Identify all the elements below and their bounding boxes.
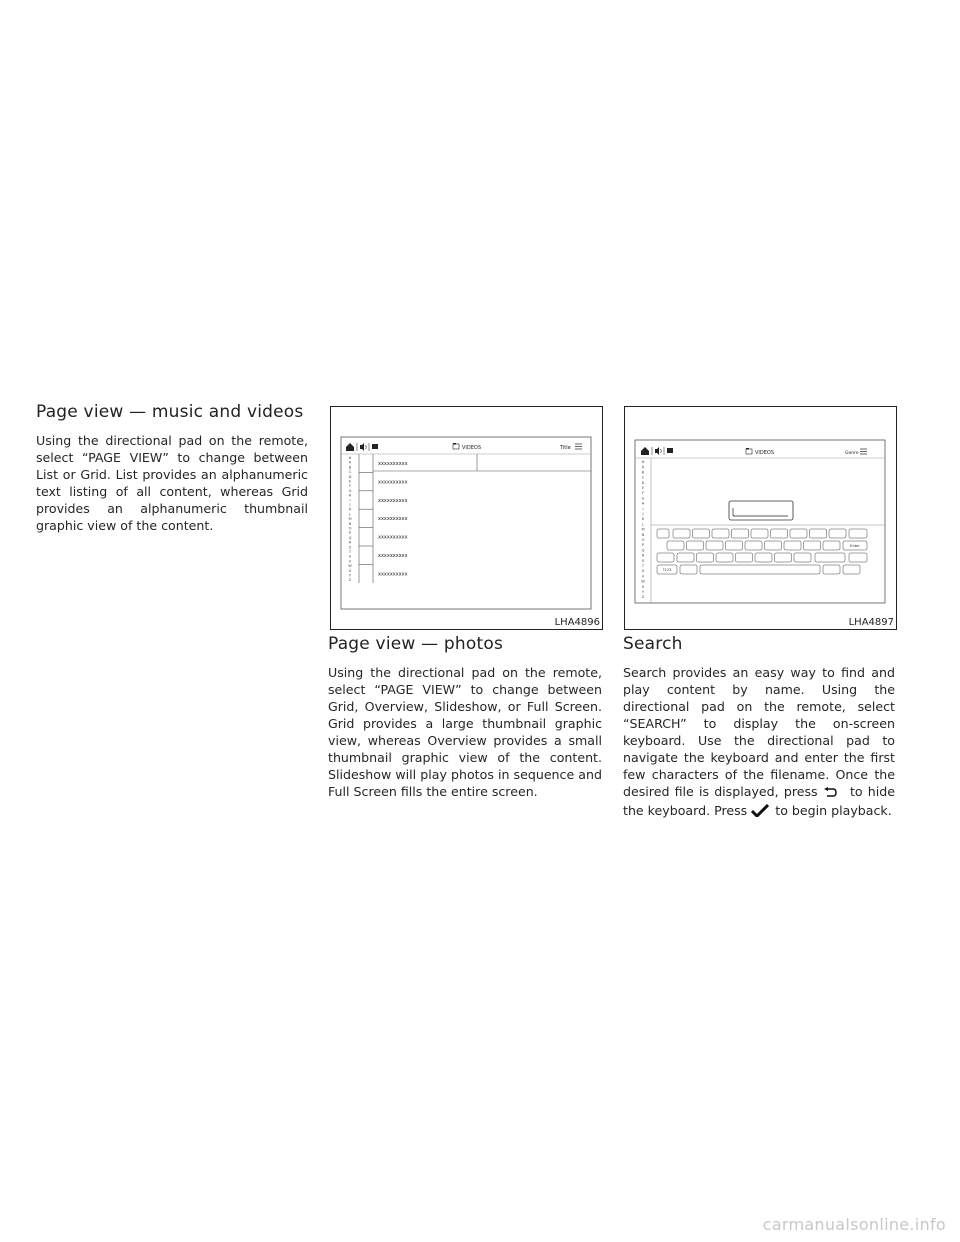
alpha-index-letter[interactable]: C (348, 470, 352, 475)
alpha-index-letter[interactable]: H (641, 501, 645, 506)
figure-search-keyboard (624, 406, 897, 630)
alpha-index-letter[interactable]: V (641, 574, 645, 579)
alpha-index-letter[interactable]: W (348, 564, 352, 569)
alpha-index-letter[interactable]: N (348, 521, 352, 526)
alpha-index-letter[interactable]: P (641, 543, 645, 548)
search-body-part3: to begin playback. (775, 803, 892, 818)
alpha-index-letter[interactable]: K (641, 517, 645, 522)
section-search (623, 634, 895, 821)
search-input[interactable] (729, 501, 793, 520)
alpha-index-letter[interactable]: W (641, 579, 645, 584)
mode-key-label: ?123 (662, 568, 672, 572)
keyboard-key[interactable] (687, 541, 704, 550)
keyboard-key[interactable] (745, 541, 762, 550)
alpha-index-letter[interactable]: M (641, 527, 645, 532)
alpha-index-letter[interactable]: Q (348, 535, 352, 540)
keyboard-key[interactable] (771, 529, 788, 538)
keyboard-key[interactable] (732, 529, 749, 538)
alpha-index-letter[interactable]: B (641, 470, 645, 475)
section-photos (328, 634, 602, 800)
section-heading: Page view — music and videos (36, 402, 304, 422)
alpha-index-letter[interactable]: D (641, 480, 645, 485)
alpha-index-letter[interactable]: B (348, 465, 352, 470)
keyboard-key[interactable] (680, 565, 697, 574)
list-row-label[interactable]: xxxxxxxxxx (378, 516, 408, 523)
alpha-index-letter[interactable]: E (348, 479, 352, 484)
keyboard-key[interactable] (794, 553, 811, 562)
alpha-index-letter[interactable]: R (641, 553, 645, 558)
alpha-index-letter[interactable]: T (348, 550, 352, 554)
keyboard-key[interactable] (657, 529, 669, 538)
alpha-index-letter[interactable]: H (348, 493, 352, 498)
alpha-index-letter[interactable]: G (641, 496, 645, 501)
alpha-index-letter[interactable]: N (641, 532, 645, 537)
alpha-index-letter[interactable]: Y (641, 590, 645, 594)
back-arrow-icon (823, 785, 845, 802)
alpha-index-letter[interactable]: S (348, 545, 352, 550)
space-bar[interactable] (700, 565, 820, 574)
list-row-label[interactable]: xxxxxxxxxx (378, 571, 408, 578)
keyboard-key[interactable] (751, 529, 768, 538)
keyboard-key[interactable] (843, 565, 860, 574)
list-row-label[interactable]: xxxxxxxxxx (378, 479, 408, 486)
keyboard-key[interactable] (755, 553, 772, 562)
shift-key-left[interactable] (657, 553, 674, 562)
keyboard-key[interactable] (815, 553, 845, 562)
alpha-index-letter[interactable]: G (348, 488, 352, 493)
search-body-part2: to hide the keyboard. Press (623, 784, 895, 818)
alpha-index-letter[interactable]: U (641, 569, 645, 574)
alpha-index-letter[interactable]: X (348, 568, 352, 573)
alpha-index-letter[interactable]: A (641, 465, 645, 470)
alpha-index-letter[interactable]: Q (641, 548, 645, 553)
alpha-index-letter[interactable]: Y (348, 573, 352, 578)
alpha-index-letter[interactable]: D (348, 474, 352, 479)
keyboard-key[interactable] (736, 553, 753, 562)
list-row-label[interactable]: xxxxxxxxxx (378, 553, 408, 559)
alpha-index-letter[interactable]: U (348, 554, 352, 559)
keyboard-key[interactable] (804, 541, 821, 550)
enter-key-label: Enter (850, 544, 860, 548)
section-heading: Search (623, 634, 683, 654)
section-body: Using the directional pad on the remote, select “PAGE VIEW” to change between Grid, Overview, Slideshow, or Full Screen. Grid provides a large thumbnail graphic view, whereas Overview provides a small thumbnail graphic view of the content. Slideshow will play photos in sequence and Full Screen fills the entire screen. (328, 665, 602, 799)
keyboard-key[interactable] (716, 553, 733, 562)
alpha-index-letter[interactable]: Z (641, 595, 645, 600)
list-row-label[interactable]: xxxxxxxxxx (378, 534, 408, 541)
keyboard-key[interactable] (765, 541, 782, 550)
alpha-index-letter[interactable]: Z (348, 578, 352, 583)
list-view-screen-illustration (331, 407, 602, 629)
keyboard-key[interactable] (790, 529, 807, 538)
alpha-index-letter[interactable]: J (642, 512, 644, 516)
alpha-index-letter[interactable]: A (348, 460, 352, 465)
alpha-index-letter[interactable]: S (641, 558, 645, 563)
keyboard-key[interactable] (712, 529, 729, 538)
section-body: Using the directional pad on the remote, select “PAGE VIEW” to change between List or Grid. List provides an alphanumeric text listing of all content, whereas Grid provides an alphanumeric thumbnail graphic view of the content. (36, 433, 308, 533)
sort-label: Genre (845, 451, 859, 456)
alpha-index-letter[interactable]: M (348, 517, 352, 522)
alpha-index-letter[interactable]: # (348, 456, 352, 460)
alpha-index-letter[interactable]: J (349, 503, 351, 507)
list-row-label[interactable]: xxxxxxxxxx (378, 461, 408, 467)
alpha-index-letter[interactable]: I (349, 498, 351, 503)
section-body (623, 664, 895, 821)
keyboard-key[interactable] (810, 529, 827, 538)
alpha-index-letter[interactable]: P (348, 531, 352, 536)
alpha-index-letter[interactable]: C (641, 475, 645, 480)
search-screen-illustration (625, 407, 896, 629)
screen-title: VIDEOS (755, 450, 775, 456)
alpha-index-letter[interactable]: R (348, 540, 352, 545)
keyboard-key[interactable] (673, 529, 690, 538)
figure-list-view (330, 406, 603, 630)
alpha-index-letter[interactable]: L (641, 522, 645, 527)
checkmark-icon (751, 804, 771, 821)
figure-label: LHA4897 (848, 617, 894, 628)
sort-label: Title (560, 445, 571, 451)
alpha-index-letter[interactable]: # (641, 460, 645, 464)
keyboard-key[interactable] (784, 541, 801, 550)
alpha-index-letter[interactable]: O (641, 538, 645, 542)
section-heading: Page view — photos (328, 634, 504, 654)
keyboard-key[interactable] (677, 553, 694, 562)
watermark: carmanualsonline.info (762, 1215, 946, 1234)
keyboard-key[interactable] (829, 529, 846, 538)
alpha-index-letter[interactable]: E (641, 486, 645, 490)
shift-key-right[interactable] (849, 553, 867, 562)
keyboard-key[interactable] (823, 565, 840, 574)
alpha-index-letter[interactable]: F (641, 491, 645, 496)
screen-title: VIDEOS (462, 445, 482, 451)
keyboard-key[interactable] (726, 541, 743, 550)
alpha-index-letter[interactable]: O (348, 526, 352, 531)
media-icon (667, 448, 673, 453)
media-icon (372, 444, 378, 449)
keyboard-key[interactable] (823, 541, 840, 550)
alpha-index-letter[interactable]: L (348, 512, 352, 517)
alpha-index-letter[interactable]: T (641, 564, 645, 568)
keyboard-key[interactable] (693, 529, 710, 538)
alpha-index-letter[interactable]: V (348, 559, 352, 564)
section-music-videos (36, 402, 308, 534)
alpha-index-letter[interactable]: K (348, 507, 352, 512)
keyboard-key[interactable] (775, 553, 792, 562)
keyboard-key[interactable] (697, 553, 714, 562)
alpha-index-letter[interactable]: I (642, 506, 644, 511)
search-body-part1: Search provides an easy way to find and play content by name. Using the directional pad on the remote, select “SEARCH” to display the on-screen keyboard. Use the directional pad to navigate the keyboard and enter the first few characters of the filename. Once the desired file is displayed, press (623, 665, 895, 799)
alpha-index-letter[interactable]: X (641, 584, 645, 589)
alpha-index-letter[interactable]: F (348, 484, 352, 489)
keyboard-key[interactable] (706, 541, 723, 550)
globe-key[interactable] (849, 529, 867, 538)
list-row-label[interactable]: xxxxxxxxxx (378, 497, 408, 504)
figure-label: LHA4896 (554, 617, 600, 628)
keyboard-key[interactable] (667, 541, 684, 550)
